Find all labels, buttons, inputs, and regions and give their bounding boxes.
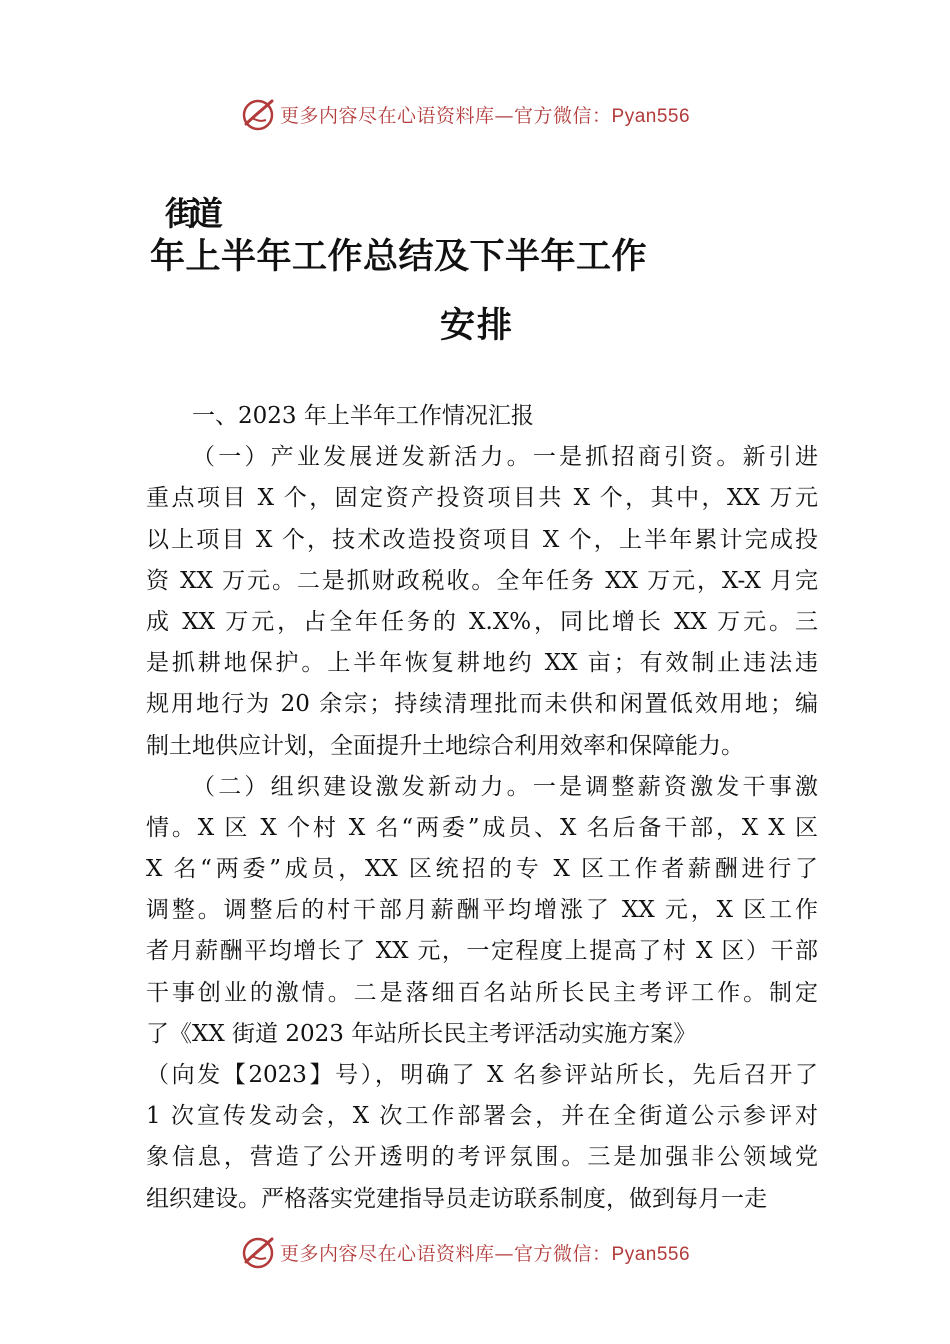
paragraph-line: 了《XX 街道 2023 年站所长民主考评活动实施方案》 [146, 1020, 697, 1047]
paragraph-line: 组织建设。严格落实党建指导员走访联系制度，做到每月一走 [146, 1185, 767, 1212]
paragraph-line: 1 次宣传发动会，X 次工作部署会，并在全街道公示参评对 [146, 1103, 818, 1130]
paragraph-line: 规用地行为 20 余宗；持续清理批而未供和闲置低效用地；编 [146, 691, 818, 718]
header-watermark-banner [240, 94, 760, 134]
paragraph-line: 干事创业的激情。二是落细百名站所长民主考评工作。制定 [146, 979, 818, 1006]
title-line-3: 安排 [440, 305, 515, 346]
paragraph-line: 成 XX 万元，占全年任务的 X.X%，同比增长 XX 万元。三 [146, 608, 818, 635]
paragraph-line: 情。X 区 X 个村 X 名“两委”成员、X 名后备干部，X X 区 [146, 814, 818, 841]
paragraph-line: 制土地供应计划，全面提升土地综合利用效率和保障能力。 [146, 732, 744, 759]
brush-logo-icon [240, 96, 276, 132]
title-line-2: 年上半年工作总结及下半年工作 [150, 236, 648, 277]
paragraph-line: 是抓耕地保护。上半年恢复耕地约 XX 亩；有效制止违法违 [146, 650, 818, 677]
section-heading: 一、2023 年上半年工作情况汇报 [192, 403, 534, 429]
banner-text: 更多内容尽在心语资料库—官方微信：Pyan556 [280, 1242, 691, 1265]
paragraph-line: （二）组织建设激发新动力。一是调整薪资激发干事激 [192, 773, 818, 800]
title-line-1: 街道 [165, 194, 215, 233]
paragraph-line: X 名“两委”成员，XX 区统招的专 X 区工作者薪酬进行了 [146, 856, 818, 883]
paragraph-line: 象信息，营造了公开透明的考评氛围。三是加强非公领域党 [146, 1144, 818, 1171]
paragraph-line: 者月薪酬平均增长了 XX 元，一定程度上提高了村 X 区）干部 [146, 938, 818, 965]
wechat-id: Pyan556 [611, 105, 691, 127]
paragraph-line: 资 XX 万元。二是抓财政税收。全年任务 XX 万元，X-X 月完 [146, 567, 818, 594]
paragraph-line: （一）产业发展迸发新活力。一是抓招商引资。新引进 [192, 444, 818, 471]
brush-logo-icon [240, 1234, 276, 1270]
wechat-id: Pyan556 [611, 1243, 691, 1265]
banner-text: 更多内容尽在心语资料库—官方微信：Pyan556 [280, 104, 691, 127]
paragraph-line: 以上项目 X 个，技术改造投资项目 X 个，上半年累计完成投 [146, 526, 818, 553]
footer-watermark-banner [240, 1232, 760, 1272]
paragraph-line: 调整。调整后的村干部月薪酬平均增涨了 XX 元，X 区工作 [146, 897, 818, 924]
paragraph-line: （向发【2023】号），明确了 X 名参评站所长，先后召开了 [146, 1062, 818, 1088]
document-body [146, 396, 818, 1220]
paragraph-line: 重点项目 X 个，固定资产投资项目共 X 个，其中，XX 万元 [146, 485, 818, 512]
